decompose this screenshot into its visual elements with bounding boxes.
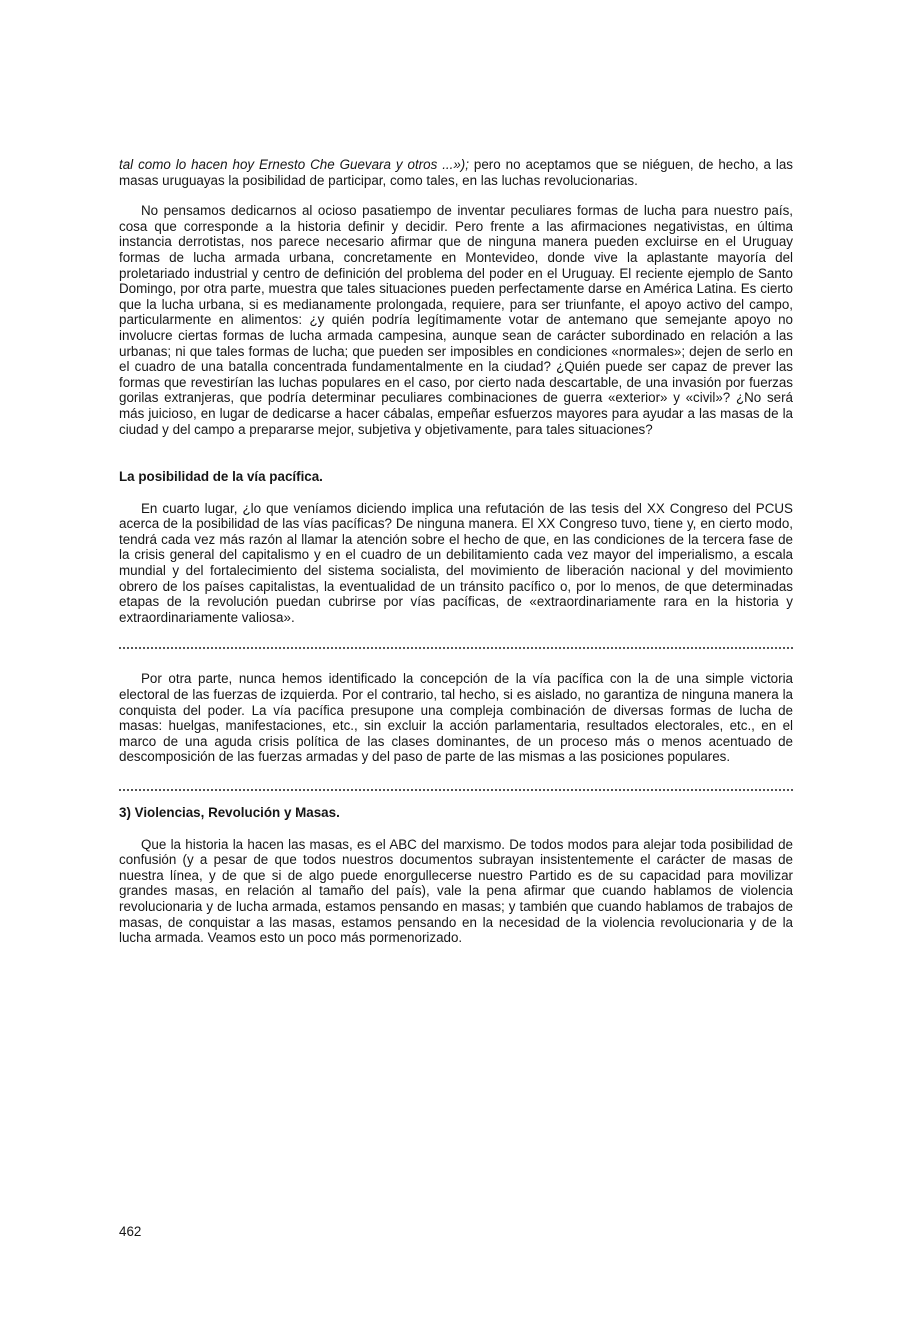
section-heading-violence: 3) Violencias, Revolución y Masas. bbox=[119, 805, 340, 820]
ellipsis-divider bbox=[119, 647, 793, 649]
section-heading-peaceful-path: La posibilidad de la vía pacífica. bbox=[119, 469, 323, 485]
page-body bbox=[119, 157, 793, 946]
quote-tail: tal como lo hacen hoy Ernesto Che Guevara y otros ...»); bbox=[119, 157, 469, 172]
page-number: 462 bbox=[119, 1224, 142, 1239]
paragraph-xx-congress: En cuarto lugar, ¿lo que veníamos diciendo implica una refutación de las tesis del XX Congreso del PCUS acerca de la posibilidad de las vías pacíficas? De ninguna manera. El XX Congreso tuvo, tiene y, en cierto modo, tendrá cada vez más razón al llamar la atención sobre el hecho de que, en las condiciones de la tercera fase de la crisis general del capitalismo y en el cuadro de un debilitamiento cada vez mayor del imperialismo, a escala mundial y del fortalecimiento del sistema socialista, del movimiento de liberación nacional y del movimiento obrero de los países capitalistas, la eventualidad de un tránsito pacífico o, por lo menos, de que determinadas etapas de la revolución puedan cubrirse por vías pacíficas, de «extraordinariamente rara en la historia y extraordinariamente valiosa». bbox=[119, 500, 793, 625]
intro-text: pero no aceptamos que se niéguen, de hecho, a las masas uruguayas la posibilidad de participar, como tales, en las luchas revolucionarias. bbox=[119, 157, 793, 188]
ellipsis-divider bbox=[119, 789, 793, 791]
intro-paragraph bbox=[119, 157, 793, 188]
paragraph-peaceful-path: Por otra parte, nunca hemos identificado la concepción de la vía pacífica con la de una simple victoria electoral de las fuerzas de izquierda. Por el contrario, tal hecho, si es aislado, no garantiza de ninguna manera la conquista del poder. La vía pacífica presupone una compleja combinación de diversas formas de lucha de masas: huelgas, manifestaciones, etc., sin excluir la acción parlamentaria, resultados electorales, etc., en el marco de una aguda crisis política de las clases dominantes, de un proceso más o menos acentuado de descomposición de las fuerzas armadas y del paso de parte de las mismas a las posiciones populares. bbox=[119, 671, 793, 765]
paragraph-urban-struggle: No pensamos dedicarnos al ocioso pasatiempo de inventar peculiares formas de lucha para nuestro país, cosa que corresponde a la historia definir y decidir. Pero frente a las afirmaciones negativistas, en última instancia derrotistas, nos parece necesario afirmar que de ninguna manera pueden excluirse en el Uruguay formas de lucha armada urbana, concretamente en Montevideo, donde vive la aplastante mayoría del proletariado industrial y centro de definición del problema del poder en el Uruguay. El reciente ejemplo de Santo Domingo, por otra parte, muestra que tales situaciones pueden perfectamente darse en América Latina. Es cierto que la lucha urbana, si es medianamente prolongada, requiere, para ser triunfante, el apoyo activo del campo, particularmente en alimentos: ¿y quién podría legítimamente votar de antemano que semejante apoyo no involucre ciertas formas de lucha armada campesina, aunque sean de carácter subordinado en relación a las urbanas; ni que tales formas de lucha; que pueden ser imposibles en condiciones «normales»; dejen de serlo en el cuadro de una batalla concentrada fundamentalmente en la ciudad? ¿Quién puede ser capaz de prever las formas que revestirían las luchas populares en el caso, por cierto nada descartable, de una invasión por fuerzas gorilas extranjeras, que podría determinar peculiares combinaciones de guerra «exterior» y «civil»? ¿No será más juicioso, en lugar de dedicarse a hacer cábalas, empeñar esfuerzos mayores para ayudar a las masas de la ciudad y del campo a prepararse mejor, subjetiva y objetivamente, para tales situaciones? bbox=[119, 203, 793, 437]
paragraph-masses: Que la historia la hacen las masas, es el ABC del marxismo. De todos modos para alejar toda posibilidad de confusión (y a pesar de que todos nuestros documentos subrayan insistentemente el carácter de masas de nuestra línea, y de que si de algo puede enorgullecerse nuestro Partido es de su capacidad para movilizar grandes masas, en relación al tamaño del país), vale la pena afirmar que cuando hablamos de violencia revolucionaria y de lucha armada, estamos pensando en masas; y también que cuando hablamos de trabajos de masas, de conquistar a las masas, estamos pensando en la necesidad de la violencia revolucionaria y de la lucha armada. Veamos esto un poco más pormenorizado. bbox=[119, 836, 793, 946]
